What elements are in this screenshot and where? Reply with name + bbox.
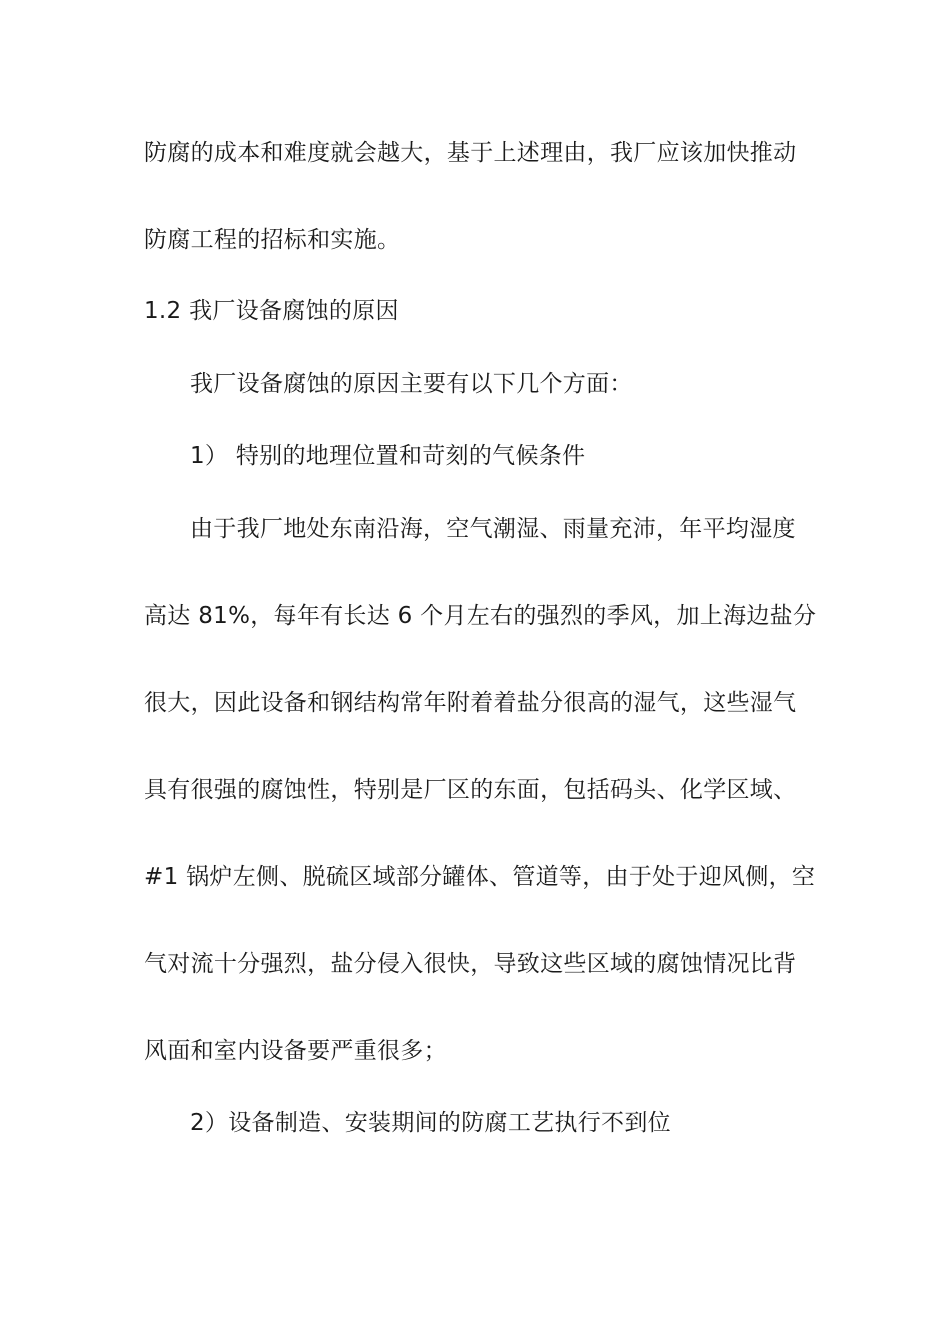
paragraph-line: 气对流十分强烈，盐分侵入很快，导致这些区域的腐蚀情况比背 xyxy=(144,951,797,977)
paragraph-line: 由于我厂地处东南沿海，空气潮湿、雨量充沛，年平均湿度 xyxy=(190,516,796,542)
intro-line: 我厂设备腐蚀的原因主要有以下几个方面： xyxy=(190,371,633,397)
paragraph-line: #1 锅炉左侧、脱硫区域部分罐体、管道等，由于处于迎风侧，空 xyxy=(144,864,816,890)
item-2-heading: 2）设备制造、安装期间的防腐工艺执行不到位 xyxy=(190,1110,671,1136)
item-1-heading: 1） 特别的地理位置和苛刻的气候条件 xyxy=(190,443,586,469)
paragraph-line: 防腐的成本和难度就会越大，基于上述理由，我厂应该加快推动 xyxy=(144,140,797,166)
paragraph-line: 很大，因此设备和钢结构常年附着着盐分很高的湿气，这些湿气 xyxy=(144,690,797,716)
paragraph-line: 具有很强的腐蚀性，特别是厂区的东面，包括码头、化学区域、 xyxy=(144,777,797,803)
paragraph-line: 防腐工程的招标和实施。 xyxy=(144,227,401,253)
paragraph-line: 高达 81%，每年有长达 6 个月左右的强烈的季风，加上海边盐分 xyxy=(144,603,817,629)
section-heading: 1.2 我厂设备腐蚀的原因 xyxy=(144,298,399,324)
paragraph-line: 风面和室内设备要严重很多； xyxy=(144,1038,447,1064)
